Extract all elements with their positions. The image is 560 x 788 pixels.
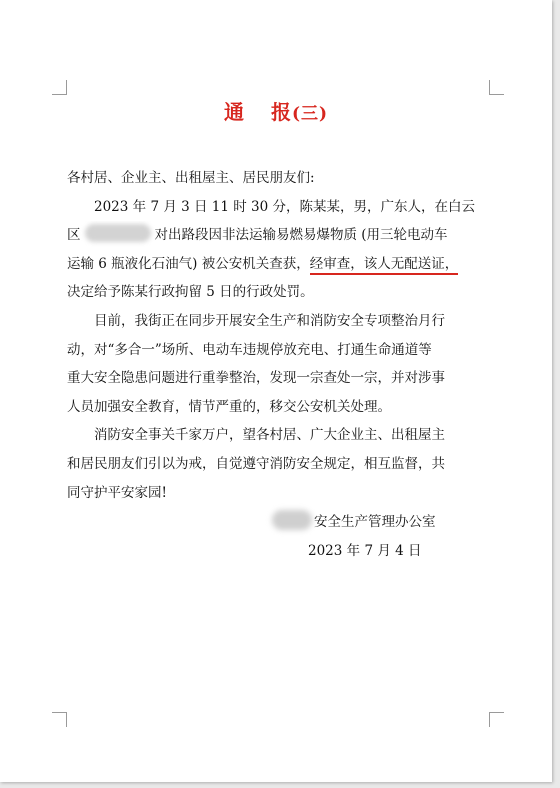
paragraph-1-line-1: 2023 年 7 月 3 日 11 时 30 分，陈某某，男，广东人，在白云 (94, 198, 476, 215)
signature-org-line (272, 508, 436, 537)
notice-title (0, 96, 552, 125)
paragraph-3-line-2: 和居民朋友们引以为戒，自觉遵守消防安全规定，相互监督，共 (67, 455, 445, 472)
text-cargo: 运输 6 瓶液化石油气) 被公安机关查获， (67, 255, 310, 272)
salutation: 各村居、企业主、出租屋主、居民朋友们: (67, 170, 315, 186)
title-number: (三) (291, 104, 329, 124)
title-char-1: 通 (223, 100, 245, 124)
margin-corner-mark (52, 80, 67, 95)
title-char-2: 报 (270, 100, 292, 124)
finding-comma: ， (444, 255, 459, 272)
signature-date: 2023 年 7 月 4 日 (308, 542, 422, 559)
signature-org: 安全生产管理办公室 (314, 514, 436, 530)
signature-block (272, 508, 436, 565)
text-district: 区 (67, 227, 81, 244)
paragraph-2-line-2: 动，对“多合一”场所、电动车违规停放充电、打通生命通道等 (67, 341, 432, 358)
paragraph-3-line-1: 消防安全事关千家万户，望各村居、广大企业主、出租屋主 (94, 427, 445, 444)
paragraph-2-line-1: 目前，我街正在同步开展安全生产和消防安全专项整治月行 (94, 312, 445, 329)
redacted-org-prefix (272, 510, 312, 530)
margin-corner-mark (489, 80, 504, 95)
paragraph-2-line-4: 人员加强安全教育，情节严重的，移交公安机关处理。 (67, 398, 391, 415)
underlined-finding (310, 256, 459, 275)
paragraph-3-line-3: 同守护平安家园! (67, 484, 167, 501)
paragraph-1-line-3 (67, 250, 503, 279)
paragraph-2-line-3: 重大安全隐患问题进行重拳整治，发现一宗查处一宗，并对涉事 (67, 370, 445, 387)
paragraph-1-line-2 (67, 221, 503, 250)
text-route: 对出路段因非法运输易燃易爆物质 (用三轮电动车 (154, 227, 448, 244)
margin-corner-mark (489, 712, 504, 727)
paragraph-1-line-4: 决定给予陈某行政拘留 5 日的行政处罚。 (67, 284, 314, 301)
margin-corner-mark (52, 712, 67, 727)
redacted-location (85, 224, 151, 242)
notice-body (67, 164, 503, 507)
finding-text: 经审查，该人无配送证 (309, 255, 445, 272)
